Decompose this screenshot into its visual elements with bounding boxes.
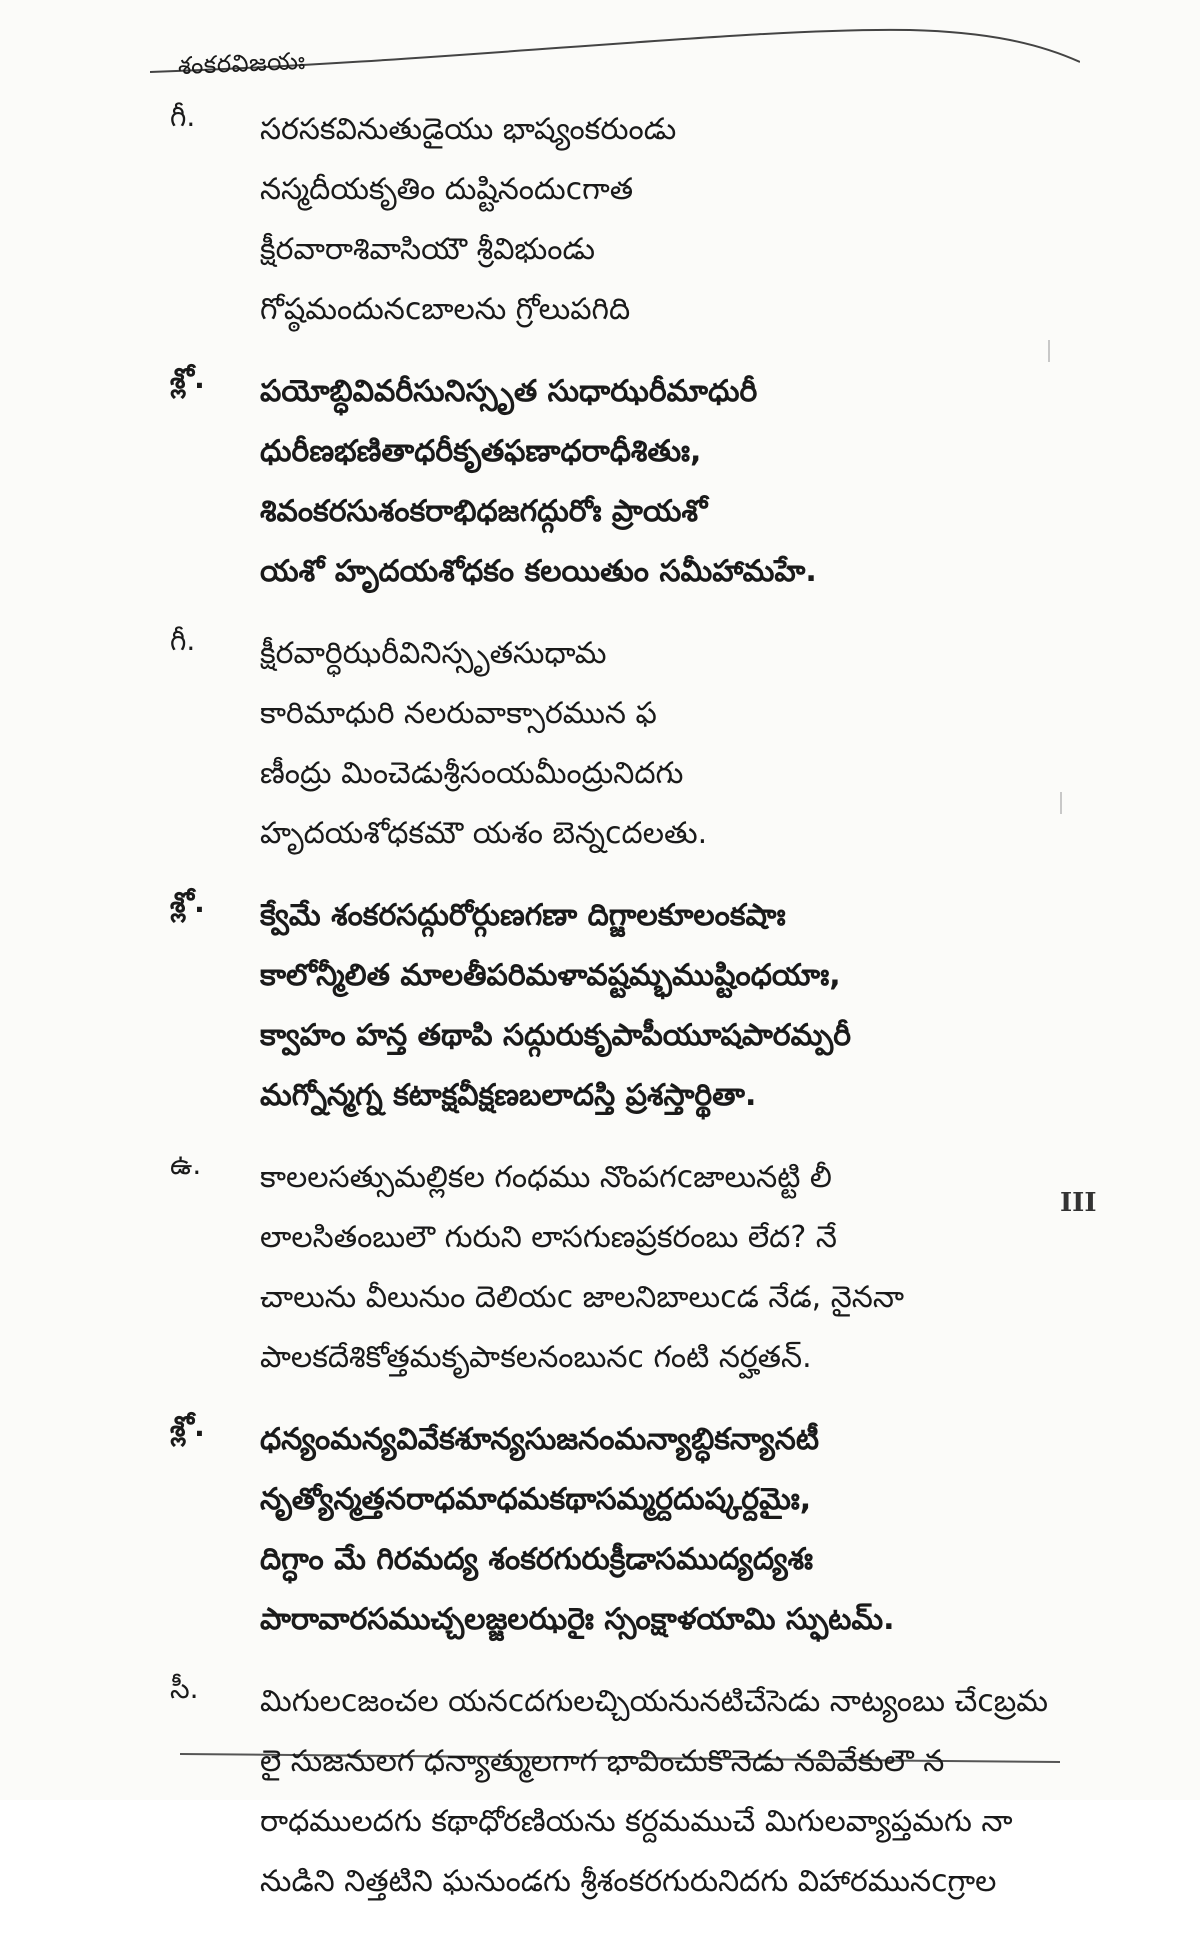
verse-line: పయోబ్ధివివరీసునిస్సృత సుధాఝరీమాధురీ xyxy=(260,374,758,409)
verse-line: మగ్నోన్మగ్న కటాక్షవీక్షణబలాదస్తి ప్రశస్తార్థితా. xyxy=(260,1078,757,1113)
verse-6 xyxy=(170,1410,1090,1650)
verse-line: రాధములదగు కథాధోరణియను కర్దమముచే మిగులవ్యాప్తమగు నా xyxy=(260,1804,1013,1839)
verse-line: ధురీణభణితాధరీకృతఫణాధరాధీశితుః, xyxy=(260,434,702,469)
verse-4 xyxy=(170,886,1090,1126)
verse-line: కారిమాధురి నలరువాక్సారమున ఫ xyxy=(260,696,657,731)
verse-list xyxy=(170,60,1090,1934)
verse-line: శివంకరసుశంకరాభిధజగద్గురోః ప్రాయశో xyxy=(260,494,708,529)
verse-meter-tag: శ్లో. xyxy=(170,362,205,395)
margin-speck xyxy=(1048,340,1050,362)
verse-2 xyxy=(170,362,1090,602)
verse-meter-tag: శ్లో. xyxy=(170,886,205,919)
verse-line: క్షీరవార్ధిఝరీవినిస్సృతసుధామ xyxy=(260,636,607,671)
verse-line: పాలకదేశికోత్తమకృపాకలనంబునc గంటి నర్హతన్. xyxy=(260,1340,812,1375)
margin-page-mark: III xyxy=(1060,1188,1097,1218)
verse-line: దిగ్ధాం మే గిరమద్య శంకరగురుక్రీడాసముద్యద్యశః xyxy=(260,1542,814,1577)
verse-line: చాలును వీలునుం దెలియc జాలనిబాలుcడ నేడ, నైననా xyxy=(260,1280,905,1315)
verse-line: కాలలసత్సుమల్లికల గంధము నొంపగcజాలునట్టి లీ xyxy=(260,1160,832,1195)
verse-line: లై సుజనులగ ధన్యాత్ములగాగ భావించుకొనెడు నవివేకులౌ న xyxy=(260,1744,945,1779)
running-head: శంకరవిజయః xyxy=(177,46,307,80)
verse-line: ణీంద్రు మించెడుశ్రీసంయమీంద్రునిదగు xyxy=(260,756,684,791)
verse-line: పారావారసముచ్చలజ్జలఝరైః స్సంక్షాళయామి స్ఫుటమ్. xyxy=(260,1602,895,1637)
verse-line: హృదయశోధకమౌ యశం బెన్నcదలతు. xyxy=(260,816,708,851)
verse-line: ధన్యంమన్యవివేకశూన్యసుజనంమన్యాబ్ధికన్యానటీ xyxy=(260,1422,820,1457)
verse-line: నుడిని నిత్తటిని ఘనుండగు శ్రీశంకరగురునిదగు విహారమునcగ్రాల xyxy=(260,1864,997,1899)
verse-meter-tag: గీ. xyxy=(170,624,196,657)
verse-meter-tag: సీ. xyxy=(170,1672,199,1705)
verse-line: క్వేమే శంకరసద్గురోర్గుణగణా దిగ్జాలకూలంకషాః xyxy=(260,898,786,933)
verse-7 xyxy=(170,1672,1090,1912)
verse-line: మిగులcజంచల యనcదగులచ్చియనునటిచేసెడు నాట్యంబు చేcబ్రమ xyxy=(260,1684,1049,1719)
margin-speck xyxy=(1060,792,1062,814)
verse-meter-tag: ఉ. xyxy=(170,1148,202,1181)
verse-3 xyxy=(170,624,1090,864)
verse-5 xyxy=(170,1148,1090,1388)
verse-line: నృత్యోన్మత్తనరాధమాధమకథాసమ్మర్దదుష్కర్దమైః, xyxy=(260,1482,812,1517)
verse-line: నస్మదీయకృతిం దుష్టినందుcగాత xyxy=(260,172,634,207)
verse-line: కాలోన్మీలిత మాలతీపరిమళావష్టమ్భముష్టింధయాః, xyxy=(260,958,841,993)
verse-line: క్షీరవారాశివాసియౌ శ్రీవిభుండు xyxy=(260,232,596,267)
verse-line: యశో హృదయశోధకం కలయితుం సమీహామహే. xyxy=(260,554,817,589)
verse-line: లాలసితంబులౌ గురుని లాసగుణప్రకరంబు లేద? నే xyxy=(260,1220,837,1255)
verse-meter-tag: గీ. xyxy=(170,100,196,133)
verse-line: క్వాహం హన్త తథాపి సద్గురుకృపాపీయూషపారమ్పరీ xyxy=(260,1018,851,1053)
verse-line: సరసకవినుతుడైయు భాష్యంకరుండు xyxy=(260,112,677,147)
verse-line: గోష్ఠమందునcబాలను గ్రోలుపగిది xyxy=(260,292,631,327)
verse-meter-tag: శ్లో. xyxy=(170,1410,205,1443)
verse-1 xyxy=(170,100,1090,340)
